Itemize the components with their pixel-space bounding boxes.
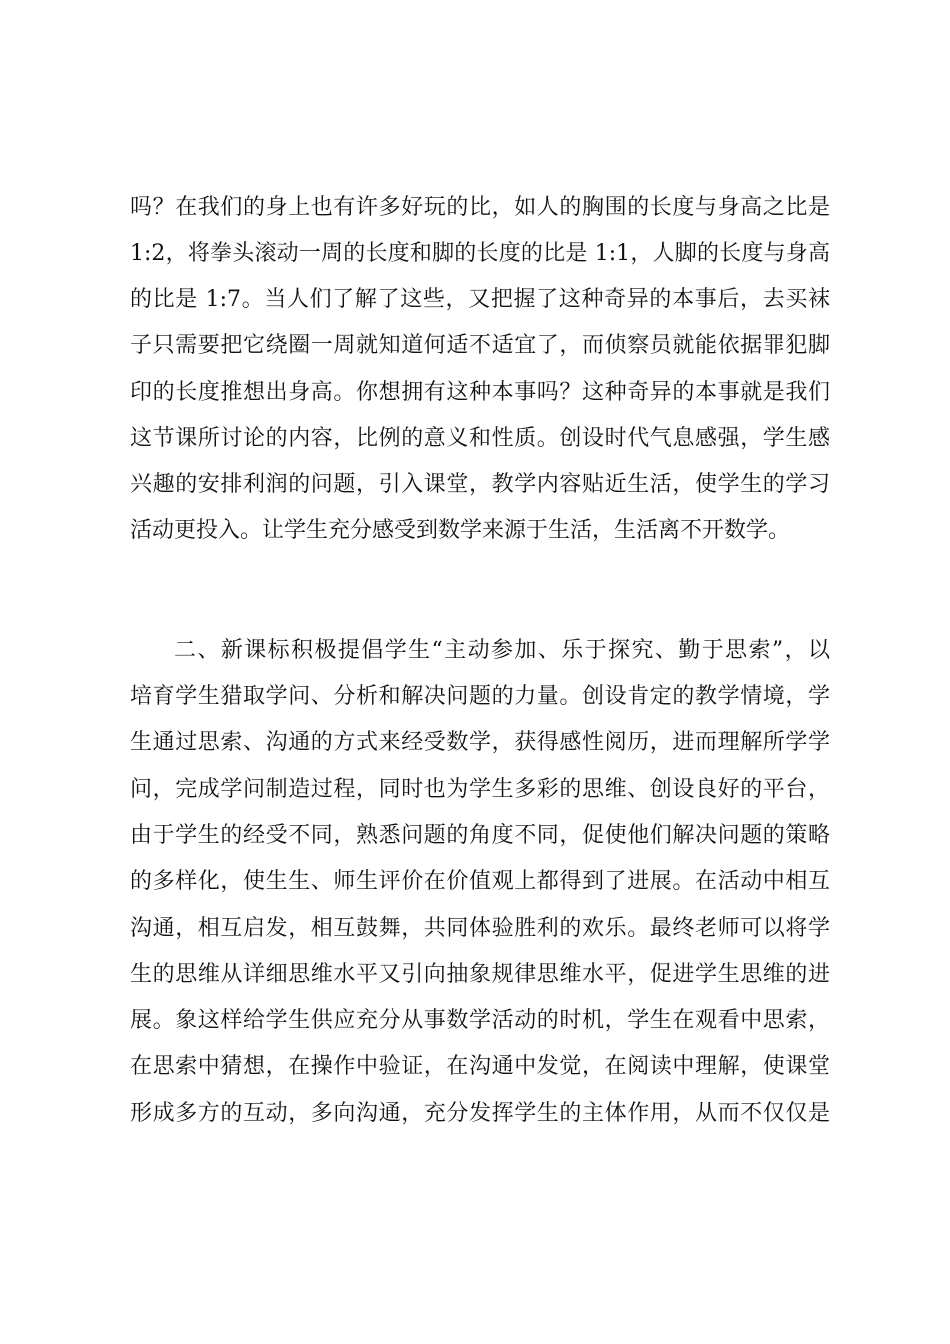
paragraph-line: 1:2，将拳头滚动一周的长度和脚的长度的比是 1:1，人脚的长度与身高 <box>130 241 830 266</box>
paragraph-line: 二、新课标积极提倡学生“主动参加、乐于探究、勤于思索”，以 <box>174 638 830 663</box>
paragraph-line: 培育学生猎取学问、分析和解决问题的力量。创设肯定的教学情境，学 <box>130 684 830 709</box>
paragraph-line: 展。象这样给学生供应充分从事数学活动的时机，学生在观看中思索， <box>130 1008 830 1033</box>
paragraph-line: 生通过思索、沟通的方式来经受数学，获得感性阅历，进而理解所学学 <box>130 730 830 755</box>
paragraph-line: 由于学生的经受不同，熟悉问题的角度不同，促使他们解决问题的策略 <box>130 823 830 848</box>
paragraph-line: 形成多方的互动，多向沟通，充分发挥学生的主体作用，从而不仅仅是 <box>130 1101 830 1126</box>
paragraph-line: 问，完成学问制造过程，同时也为学生多彩的思维、创设良好的平台， <box>130 777 830 802</box>
paragraph-line: 沟通，相互启发，相互鼓舞，共同体验胜利的欢乐。最终老师可以将学 <box>130 916 830 941</box>
paragraph-line: 吗？在我们的身上也有许多好玩的比，如人的胸围的长度与身高之比是 <box>130 195 830 220</box>
paragraph-line: 的多样化，使生生、师生评价在价值观上都得到了进展。在活动中相互 <box>130 869 830 894</box>
paragraph-line: 生的思维从详细思维水平又引向抽象规律思维水平，促进学生思维的进 <box>130 962 830 987</box>
paragraph-line: 子只需要把它绕圈一周就知道何适不适宜了，而侦察员就能依据罪犯脚 <box>130 333 830 358</box>
paragraph-line: 这节课所讨论的内容，比例的意义和性质。创设时代气息感强，学生感 <box>130 426 830 451</box>
paragraph-line: 活动更投入。让学生充分感受到数学来源于生活，生活离不开数学。 <box>130 518 791 543</box>
paragraph-line: 的比是 1:7。当人们了解了这些，又把握了这种奇异的本事后，去买袜 <box>130 287 830 312</box>
paragraph-line: 兴趣的安排利润的问题，引入课堂，教学内容贴近生活，使学生的学习 <box>130 472 830 497</box>
paragraph-line: 在思索中猜想，在操作中验证，在沟通中发觉，在阅读中理解，使课堂 <box>130 1054 830 1079</box>
paragraph-line: 印的长度推想出身高。你想拥有这种本事吗？这种奇异的本事就是我们 <box>130 380 830 405</box>
